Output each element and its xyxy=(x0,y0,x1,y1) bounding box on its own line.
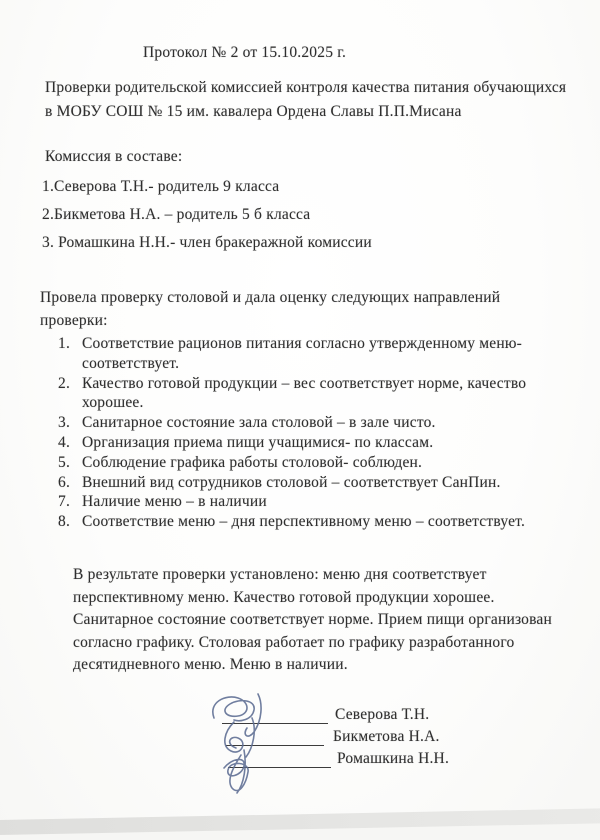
commission-heading: Комиссия в составе: xyxy=(45,148,183,165)
signature-name: Ромашкина Н.Н. xyxy=(337,750,450,767)
item-number: 5. xyxy=(58,453,71,471)
handwritten-signature-scribbles xyxy=(200,688,310,800)
inspection-item xyxy=(58,473,550,493)
conclusion-line: перспективному меню. Качество готовой продукции хорошее. xyxy=(73,588,495,606)
item-text: Санитарное состояние зала столовой – в зале чисто. xyxy=(82,414,436,432)
conclusion-line: десятидневного меню. Меню в наличии. xyxy=(73,656,348,674)
item-number: 4. xyxy=(58,433,71,451)
inspection-item xyxy=(58,512,550,532)
document-title: Протокол № 2 от 15.10.2025 г. xyxy=(143,44,347,61)
item-number: 8. xyxy=(58,513,71,531)
item-number: 6. xyxy=(58,473,71,491)
item-number: 3. xyxy=(58,414,71,432)
conclusion-line: согласно графику. Столовая работает по графику разработанного xyxy=(73,633,515,651)
item-text: Качество готовой продукции – вес соответствует норме, качество хорошее. xyxy=(82,374,527,412)
document-subtitle xyxy=(45,76,566,123)
item-text: Внешний вид сотрудников столовой – соответствует СанПин. xyxy=(82,473,501,491)
inspection-item xyxy=(58,334,550,374)
conclusion-line: Санитарное состояние соответствует норме. Прием пищи организован xyxy=(73,611,553,629)
item-text: Организация приема пищи учащимися- по классам. xyxy=(82,433,434,451)
inspection-item xyxy=(58,433,550,453)
inspection-item xyxy=(58,492,550,512)
conclusion-paragraph xyxy=(73,564,565,677)
item-number: 2. xyxy=(58,374,71,392)
commission-member: 3. Ромашкина Н.Н.- член бракеражной комиссии xyxy=(42,234,372,251)
inspection-item xyxy=(58,453,550,473)
subtitle-line: в МОБУ СОШ № 15 им. кавалера Ордена Славы П.П.Мисана xyxy=(45,102,462,120)
subtitle-line: Проверки родительской комиссией контроля качества питания обучающихся xyxy=(45,79,567,96)
item-text: Соответствие меню – дня перспективному меню – соответствует. xyxy=(82,513,526,531)
inspection-intro-line: проверки: xyxy=(40,311,108,329)
item-number: 7. xyxy=(58,493,71,511)
inspection-item xyxy=(58,413,550,433)
inspection-items-list xyxy=(58,334,550,532)
inspection-intro xyxy=(40,287,500,332)
item-text: Наличие меню – в наличии xyxy=(82,493,267,511)
item-text: Соответствие рационов питания согласно утвержденному меню- соответствует. xyxy=(82,335,523,372)
commission-member: 2.Бикметова Н.А. – родитель 5 б класса xyxy=(42,206,311,223)
item-number: 1. xyxy=(58,335,71,352)
signature-name: Северова Т.Н. xyxy=(335,706,430,723)
inspection-item xyxy=(58,374,550,414)
signature-name: Бикметова Н.А. xyxy=(333,728,440,745)
conclusion-line: В результате проверки установлено: меню дня соответствует xyxy=(73,566,487,583)
inspection-intro-line: Провела проверку столовой и дала оценку следующих направлений xyxy=(40,289,501,306)
commission-member: 1.Северова Т.Н.- родитель 9 класса xyxy=(42,178,280,195)
item-text: Соблюдение графика работы столовой- соблюден. xyxy=(82,453,423,471)
